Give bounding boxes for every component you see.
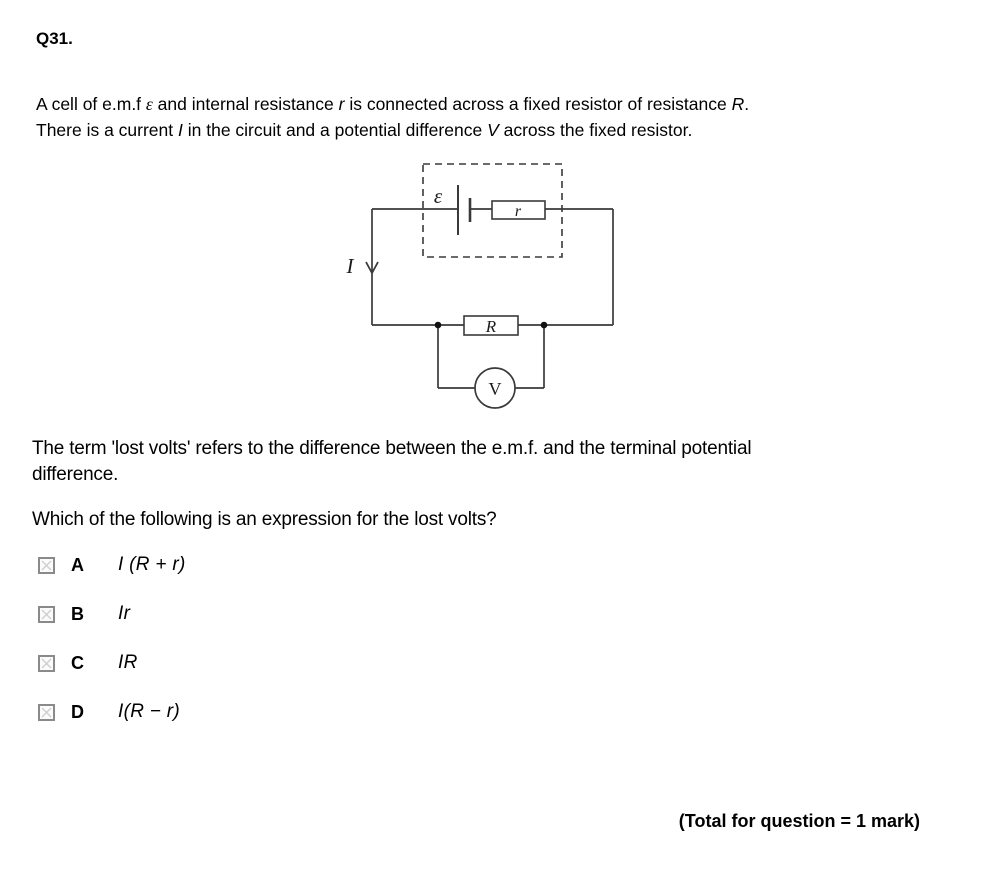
option-row-a xyxy=(38,554,186,576)
intro-line-2: There is a current I in the circuit and a potential difference V across the fixed resistor. xyxy=(36,119,693,140)
lost-volts-line-2: difference. xyxy=(32,463,119,485)
option-letter: C xyxy=(71,652,84,673)
checkbox-icon[interactable] xyxy=(38,704,55,721)
checkbox-icon[interactable] xyxy=(38,606,55,623)
option-expression: I(R − r) xyxy=(118,701,181,722)
intro-line-1: A cell of e.m.f ε and internal resistance r is connected across a fixed resistor of resistance R. xyxy=(36,94,750,114)
option-row-d xyxy=(38,701,180,723)
battery-symbol xyxy=(458,185,470,235)
option-expression: I (R + r) xyxy=(118,554,186,575)
option-row-b xyxy=(38,603,130,625)
junction-dot-left xyxy=(435,322,442,329)
fixed-resistor-label: R xyxy=(485,317,497,336)
junction-dot-right xyxy=(541,322,548,329)
option-letter: A xyxy=(71,554,84,575)
total-marks-text: (Total for question = 1 mark) xyxy=(678,811,920,831)
question-prompt: Which of the following is an expression for the lost volts? xyxy=(32,509,497,530)
question-number: Q31. xyxy=(36,29,73,48)
circuit-diagram xyxy=(330,155,650,415)
option-expression: Ir xyxy=(118,603,131,624)
checkbox-icon[interactable] xyxy=(38,557,55,574)
intro-paragraph xyxy=(36,92,936,143)
current-label: I xyxy=(346,254,354,278)
circuit-wires xyxy=(372,209,613,388)
checkbox-icon[interactable] xyxy=(38,655,55,672)
emf-label: ε xyxy=(433,184,443,208)
lost-volts-paragraph xyxy=(32,436,932,487)
option-letter: D xyxy=(71,701,84,722)
option-expression: IR xyxy=(118,652,138,673)
option-letter: B xyxy=(71,603,84,624)
voltmeter-label: V xyxy=(488,379,502,399)
lost-volts-line-1: The term 'lost volts' refers to the difference between the e.m.f. and the terminal potential xyxy=(32,438,752,459)
internal-resistor-label: r xyxy=(514,203,522,220)
option-row-c xyxy=(38,652,138,674)
